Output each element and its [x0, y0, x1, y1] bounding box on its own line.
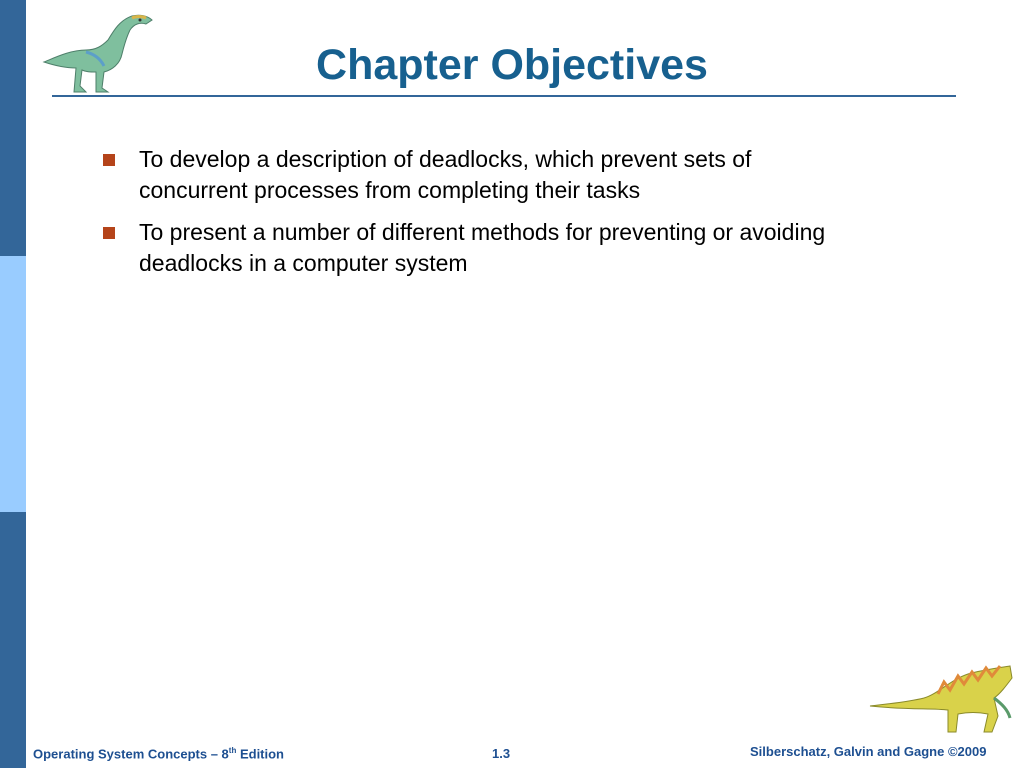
footer-copyright: Silberschatz, Galvin and Gagne ©2009 [750, 744, 987, 759]
footer-book-title: Operating System Concepts – 8th Edition [33, 746, 285, 762]
square-bullet-icon [103, 227, 115, 239]
dinosaur-logo-icon [36, 6, 156, 98]
bullet-text: To present a number of different methods for preventing or avoiding deadlocks in a computer system [139, 219, 826, 276]
bullet-text: To develop a description of deadlocks, which prevent sets of concurrent processes from completing their tasks [139, 146, 752, 203]
title-divider [52, 95, 956, 97]
side-band-bottom [0, 512, 26, 768]
side-band-top [0, 0, 26, 256]
stegosaurus-decoration-icon [868, 658, 1016, 740]
footer-page-number: 1.3 [492, 746, 511, 761]
bullet-list [103, 144, 863, 290]
square-bullet-icon [103, 154, 115, 166]
slide-title: Chapter Objectives [316, 41, 708, 89]
side-band-middle [0, 256, 26, 512]
bullet-item [103, 144, 863, 206]
bullet-item [103, 217, 863, 279]
